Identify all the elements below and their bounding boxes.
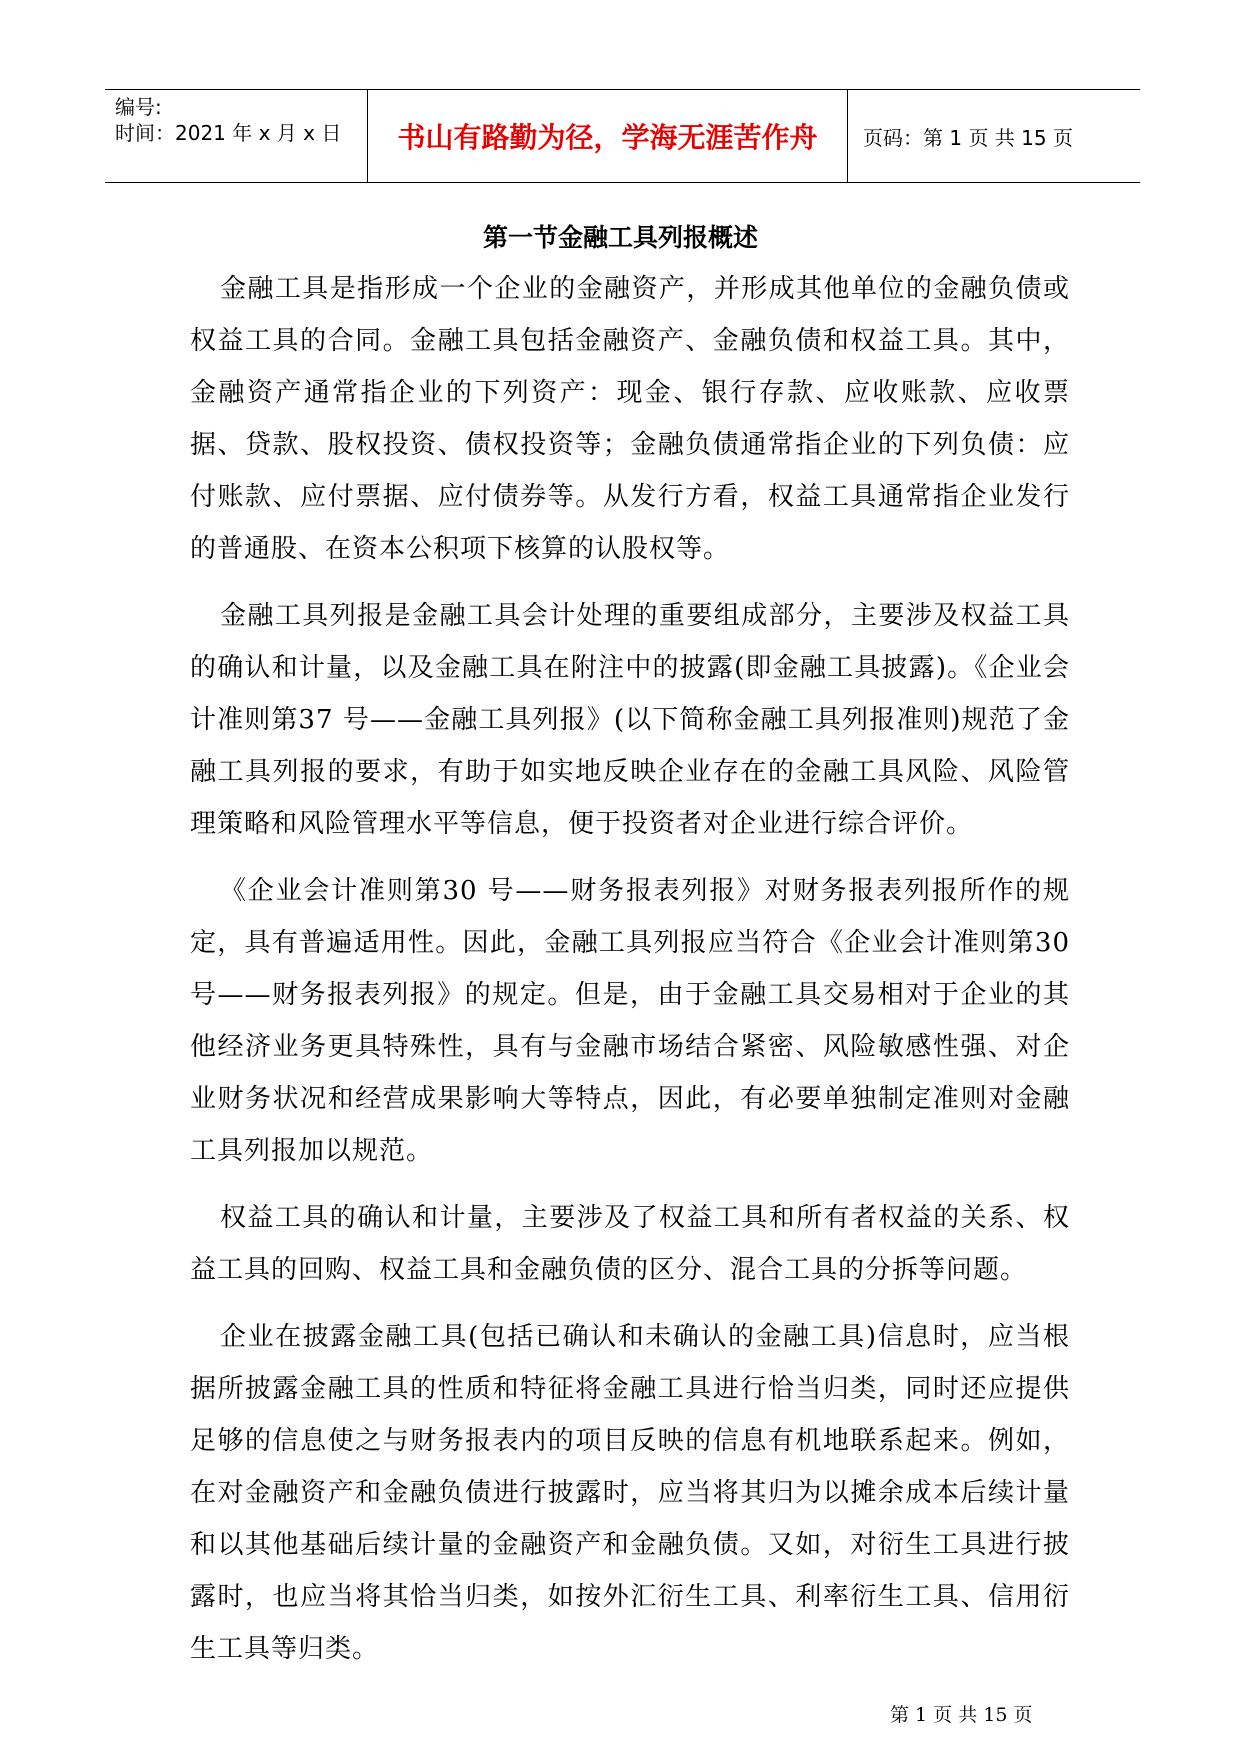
header-page-number: 页码：第 1 页 共 15 页 xyxy=(863,125,1073,150)
paragraph: 《企业会计准则第30 号——财务报表列报》对财务报表列报所作的规定，具有普遍适用性。因此，金融工具列报应当符合《企业会计准则第30 号——财务报表列报》的规定。但是，由于金融工具交易相对于企业的其他经济业务更具特殊性，具有与金融市场结合紧密、风险敏感性强、对企业财务状况和经营成果影响大等特点，因此，有必要单独制定准则对金融工具列报加以规范。 xyxy=(190,876,1070,1166)
document-number-label: 编号: xyxy=(115,95,162,119)
header-info-cell xyxy=(105,90,368,182)
document-body xyxy=(190,263,1070,1690)
page-footer: 第 1 页 共 15 页 xyxy=(890,1704,1033,1726)
section-title: 第一节金融工具列报概述 xyxy=(482,223,758,252)
paragraph: 金融工具是指形成一个企业的金融资产，并形成其他单位的金融负债或权益工具的合同。金融工具包括金融资产、金融负债和权益工具。其中，金融资产通常指企业的下列资产：现金、银行存款、应收账款、应收票据、贷款、股权投资、债权投资等；金融负债通常指企业的下列负债：应付账款、应付票据、应付债券等。从发行方看，权益工具通常指企业发行的普通股、在资本公积项下核算的认股权等。 xyxy=(190,274,1070,564)
header-motto: 书山有路勤为径，学海无涯苦作舟 xyxy=(368,90,848,182)
paragraph: 金融工具列报是金融工具会计处理的重要组成部分，主要涉及权益工具的确认和计量，以及金融工具在附注中的披露(即金融工具披露)。《企业会计准则第37 号——金融工具列报》(以下简称金融工具列报准则)规范了金融工具列报的要求，有助于如实地反映企业存在的金融工具风险、风险管理策略和风险管理水平等信息，便于投资者对企业进行综合评价。 xyxy=(190,601,1070,839)
paragraph: 权益工具的确认和计量，主要涉及了权益工具和所有者权益的关系、权益工具的回购、权益工具和金融负债的区分、混合工具的分拆等问题。 xyxy=(190,1203,1070,1285)
paragraph: 企业在披露金融工具(包括已确认和未确认的金融工具)信息时，应当根据所披露金融工具的性质和特征将金融工具进行恰当归类，同时还应提供足够的信息使之与财务报表内的项目反映的信息有机地联系起来。例如，在对金融资产和金融负债进行披露时，应当将其归为以摊余成本后续计量和以其他基础后续计量的金融资产和金融负债。又如，对衍生工具进行披露时，也应当将其恰当归类，如按外汇衍生工具、利率衍生工具、信用衍生工具等归类。 xyxy=(190,1322,1070,1664)
document-time-label: 时间：2021 年 x 月 x 日 xyxy=(115,121,342,145)
page-header xyxy=(105,89,1140,183)
